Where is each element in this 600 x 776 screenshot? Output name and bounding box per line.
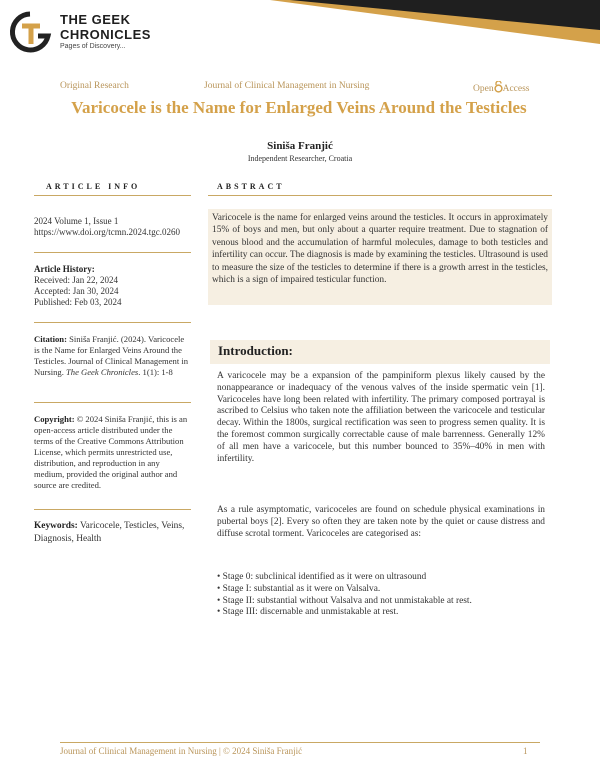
intro-paragraph-1: A varicocele may be a expansion of the pampiniform plexus likely caused by the nonappearance or inadequacy of the venous valves of the inside spermatic vein [1]. Varicoceles have long been related with infertility. The primary composed portrayal is ascribed to Celsius who taken note the affiliation between the varicocele and testicular decay. Within the 1800s, surgical rectification was seen to progress semen quality. It is the foremost common surgically correctable cause of male barrenness. Generally 12% of all men have a varicocele, but this number bounced to 35%–40% in men with infertility. [217, 371, 545, 464]
keywords-text: Varicocele, Testicles, Veins, Diagnosis, Health [34, 521, 185, 544]
page-number: 1 [523, 746, 528, 756]
abstract-heading: ABSTRACT [217, 182, 285, 191]
list-item: • Stage II: substantial without Valsalva and not unmistakable at rest. [217, 595, 472, 606]
info-divider-3 [34, 402, 191, 403]
received-date: Received: Jan 22, 2024 [34, 275, 118, 285]
open-access-post: Access [502, 84, 530, 94]
open-access-label [473, 81, 529, 94]
history-label-text: Article History: [34, 264, 95, 274]
list-item: • Stage 0: subclinical identified as it were on ultrasound [217, 572, 427, 582]
keywords-label: Keywords: [34, 521, 78, 531]
brand-name-line1: THE GEEK [60, 12, 131, 27]
accepted-date: Accepted: Jan 30, 2024 [34, 286, 119, 296]
intro-paragraph-2: As a rule asymptomatic, varicoceles are found on schedule physical examinations in pubertal boys [2]. Every so often they are taken note by the quiet or cause distress and diffuse scrotal torment. Varicoceles are categorised as: [217, 505, 545, 539]
journal-topbar [0, 81, 600, 95]
article-info-divider [34, 195, 191, 196]
history-label [34, 264, 191, 275]
volume-issue: 2024 Volume 1, Issue 1 [34, 216, 119, 226]
citation-block [34, 334, 191, 378]
info-divider-1 [34, 252, 191, 253]
introduction-heading: Introduction: [210, 340, 550, 364]
citation-end: . 1(1): 1-8 [138, 367, 173, 377]
article-author: Siniša Franjić [267, 140, 333, 152]
keywords-block [34, 520, 191, 546]
doi-link[interactable]: https://www.doi.org/tcmn.2024.tgc.0260 [34, 227, 180, 237]
abstract-divider [208, 195, 552, 196]
journal-name[interactable]: Journal of Clinical Management in Nursing [204, 81, 370, 91]
article-title: Varicocele is the Name for Enlarged Veins Around the Testicles [71, 98, 527, 117]
list-item: • Stage I: substantial as it were on Valsalva. [217, 583, 381, 594]
published-date: Published: Feb 03, 2024 [34, 297, 122, 307]
copyright-block [34, 414, 191, 491]
brand-tagline: Pages of Discovery... [60, 43, 126, 50]
stage-list [217, 572, 547, 619]
list-item: • Stage III: discernable and unmistakable at rest. [217, 607, 399, 618]
article-category: Original Research [60, 81, 129, 91]
publisher-logo[interactable] [8, 6, 228, 54]
author-affiliation: Independent Researcher, Croatia [247, 154, 353, 163]
citation-text: Siniša Franjić. (2024). Varicocele is the Name for Enlarged Veins Around the Testicles. Journal of Clinical Management in Nursing. [34, 334, 189, 377]
logo-mark-icon [8, 10, 54, 54]
footer-divider [60, 742, 540, 743]
copyright-text: © 2024 Siniša Franjić, this is an open-access article distributed under the terms of the Creative Commons Attribution License, which permits unrestricted use, distribution, and reproduction in any medium, provided the original author and source are credited. [34, 414, 188, 490]
brand-name-line2: CHRONICLES [60, 27, 151, 42]
copyright-label: Copyright: [34, 414, 75, 424]
article-info-heading: ARTICLE INFO [46, 182, 141, 191]
open-access-icon [494, 81, 503, 93]
citation-label: Citation: [34, 334, 67, 344]
info-divider-4 [34, 509, 191, 510]
footer-text: Journal of Clinical Management in Nursing | © 2024 Siniša Franjić [60, 746, 303, 756]
info-divider-2 [34, 322, 191, 323]
header-corner-band [270, 0, 600, 44]
open-access-pre: Open [473, 84, 494, 94]
abstract-text: Varicocele is the name for enlarged veins around the testicles. It occurs in approximately 15% of boys and men, but only about a quarter require treatment. Due to stagnation of venous blood and the accumulation of harmful molecules, damage to both testicles and infertility can occur. The diagnosis is made by examining the testicles. Ultrasound is used to measure the size of the testicles to determine if there is a growth arrest in the testicles, which is a sign of impaired testicular function. [208, 209, 552, 305]
citation-journal: The Geek Chronicles [66, 367, 139, 377]
